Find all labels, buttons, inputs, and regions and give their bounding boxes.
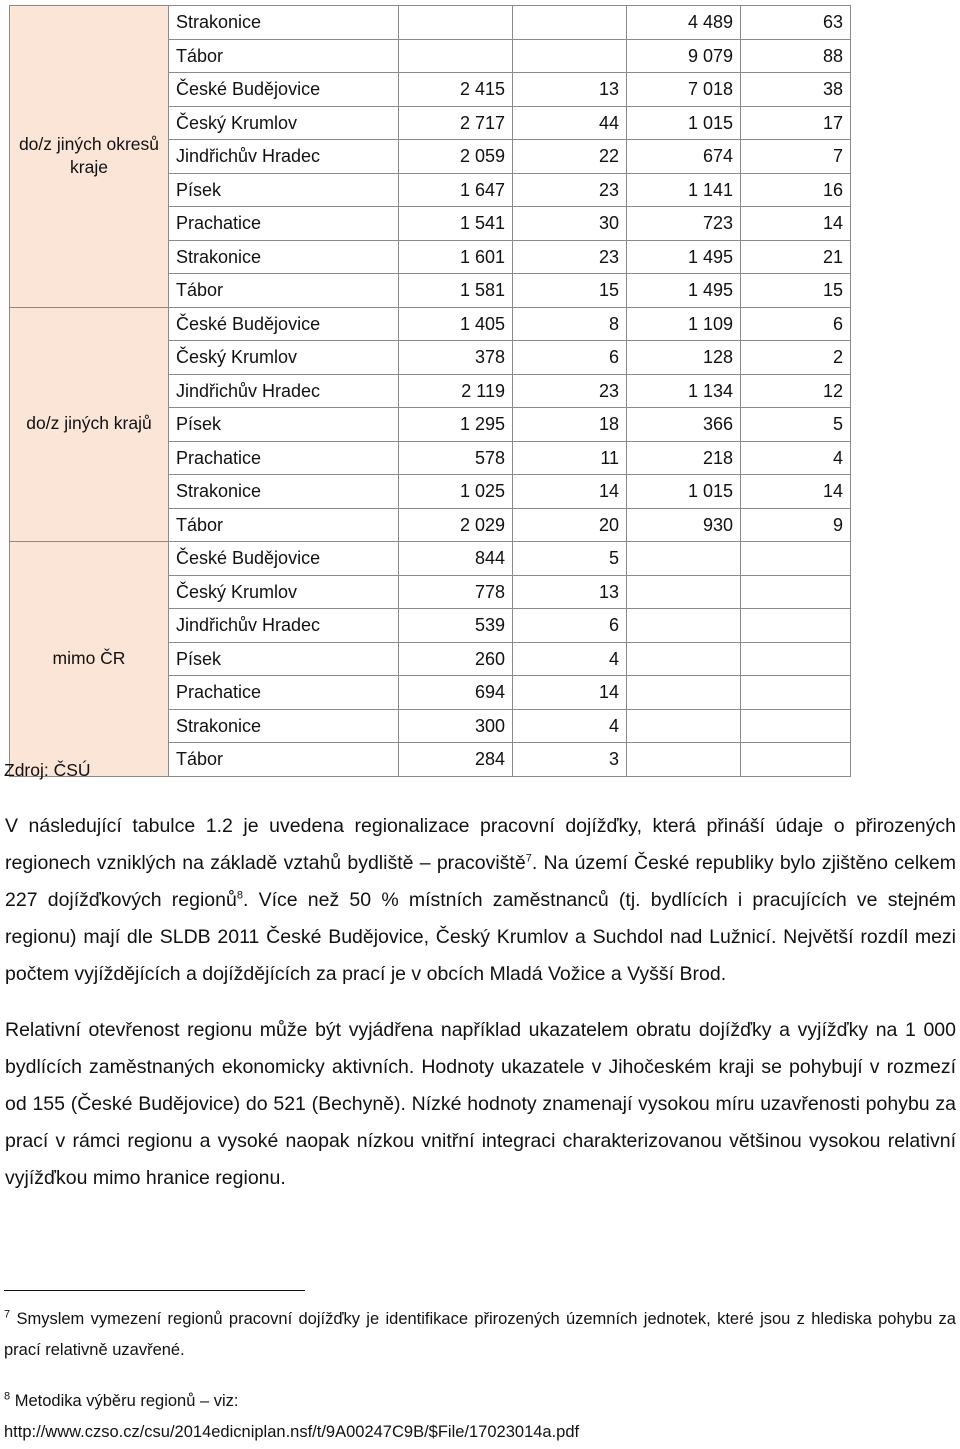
- district-cell: Tábor: [169, 508, 399, 542]
- value-cell-c4: 2: [741, 341, 851, 375]
- value-cell-c4: 14: [741, 475, 851, 509]
- row-group-label: do/z jiných krajů: [10, 307, 169, 542]
- value-cell-c1: 300: [399, 709, 513, 743]
- value-cell-c1: 1 295: [399, 408, 513, 442]
- value-cell-c1: 2 119: [399, 374, 513, 408]
- value-cell-c3: [627, 642, 741, 676]
- value-cell-c3: 366: [627, 408, 741, 442]
- value-cell-c2: 3: [513, 743, 627, 777]
- district-cell: Písek: [169, 642, 399, 676]
- value-cell-c3: 723: [627, 207, 741, 241]
- value-cell-c2: 8: [513, 307, 627, 341]
- value-cell-c4: [741, 542, 851, 576]
- footnote-8-text: Metodika výběru regionů – viz:: [10, 1392, 239, 1410]
- value-cell-c2: 44: [513, 106, 627, 140]
- value-cell-c1: 1 601: [399, 240, 513, 274]
- value-cell-c1: 844: [399, 542, 513, 576]
- value-cell-c2: 14: [513, 676, 627, 710]
- footnote-7: [4, 1304, 956, 1366]
- value-cell-c4: 7: [741, 140, 851, 174]
- value-cell-c1: 1 025: [399, 475, 513, 509]
- value-cell-c2: 6: [513, 609, 627, 643]
- district-cell: Jindřichův Hradec: [169, 374, 399, 408]
- district-cell: Strakonice: [169, 475, 399, 509]
- value-cell-c2: [513, 6, 627, 40]
- district-cell: Tábor: [169, 39, 399, 73]
- district-cell: Jindřichův Hradec: [169, 140, 399, 174]
- district-cell: Jindřichův Hradec: [169, 609, 399, 643]
- value-cell-c3: 4 489: [627, 6, 741, 40]
- value-cell-c1: 2 415: [399, 73, 513, 107]
- value-cell-c3: 674: [627, 140, 741, 174]
- value-cell-c1: 260: [399, 642, 513, 676]
- row-group-label: mimo ČR: [10, 542, 169, 777]
- district-cell: Strakonice: [169, 6, 399, 40]
- value-cell-c4: 9: [741, 508, 851, 542]
- value-cell-c4: 16: [741, 173, 851, 207]
- value-cell-c3: [627, 575, 741, 609]
- value-cell-c1: 694: [399, 676, 513, 710]
- district-cell: Prachatice: [169, 676, 399, 710]
- value-cell-c2: 11: [513, 441, 627, 475]
- value-cell-c3: [627, 743, 741, 777]
- value-cell-c1: 284: [399, 743, 513, 777]
- value-cell-c2: 23: [513, 240, 627, 274]
- value-cell-c1: 539: [399, 609, 513, 643]
- value-cell-c2: 23: [513, 374, 627, 408]
- value-cell-c4: 88: [741, 39, 851, 73]
- value-cell-c2: 18: [513, 408, 627, 442]
- district-cell: České Budějovice: [169, 73, 399, 107]
- value-cell-c4: 14: [741, 207, 851, 241]
- value-cell-c4: 63: [741, 6, 851, 40]
- value-cell-c3: 1 015: [627, 106, 741, 140]
- value-cell-c3: 1 141: [627, 173, 741, 207]
- footnote-7-number: 7: [4, 1308, 11, 1321]
- value-cell-c1: 1 647: [399, 173, 513, 207]
- value-cell-c2: 14: [513, 475, 627, 509]
- row-group-label: do/z jiných okresů kraje: [10, 6, 169, 308]
- value-cell-c2: 23: [513, 173, 627, 207]
- commuting-table: [9, 5, 851, 777]
- paragraph-regionalization: V následující tabulce 1.2 je uvedena regionalizace pracovní dojížďky, která přináší údaje o přirozených regionech vzniklých na základě vztahů bydliště – pracoviště$^7$. Na území České republiky bylo zjištěno celkem 227 dojížďkových regionů$^8$. Více než 50 % místních zaměstnanců (tj. bydlících i pracujících ve stejném regionu) mají dle SLDB 2011 České Budějovice, Český Krumlov a Suchdol nad Lužnicí. Největší rozdíl mezi počtem vyjíždějících a dojíždějících za prací je v obcích Mladá Vožice a Vyšší Brod.: [5, 815, 956, 985]
- value-cell-c3: 128: [627, 341, 741, 375]
- footnote-ref-8: 8: [236, 889, 243, 902]
- district-cell: Prachatice: [169, 207, 399, 241]
- district-cell: České Budějovice: [169, 307, 399, 341]
- value-cell-c3: 9 079: [627, 39, 741, 73]
- footnote-8-link[interactable]: http://www.czso.cz/csu/2014edicniplan.nsf/t/9A00247C9B/$File/17023014a.pdf: [4, 1423, 580, 1441]
- value-cell-c2: 5: [513, 542, 627, 576]
- value-cell-c1: 1 581: [399, 274, 513, 308]
- value-cell-c4: [741, 743, 851, 777]
- value-cell-c2: 20: [513, 508, 627, 542]
- footnote-8-number: 8: [4, 1390, 11, 1403]
- value-cell-c1: [399, 6, 513, 40]
- table-row: [10, 542, 851, 576]
- value-cell-c3: 1 495: [627, 240, 741, 274]
- district-cell: České Budějovice: [169, 542, 399, 576]
- value-cell-c4: [741, 575, 851, 609]
- value-cell-c4: 17: [741, 106, 851, 140]
- value-cell-c3: [627, 676, 741, 710]
- source-note: Zdroj: ČSÚ: [4, 760, 91, 780]
- value-cell-c2: 4: [513, 642, 627, 676]
- value-cell-c1: 2 059: [399, 140, 513, 174]
- value-cell-c2: 4: [513, 709, 627, 743]
- value-cell-c4: 4: [741, 441, 851, 475]
- value-cell-c3: 7 018: [627, 73, 741, 107]
- value-cell-c1: 2 717: [399, 106, 513, 140]
- value-cell-c3: [627, 609, 741, 643]
- value-cell-c1: 378: [399, 341, 513, 375]
- district-cell: Tábor: [169, 274, 399, 308]
- value-cell-c1: 1 541: [399, 207, 513, 241]
- value-cell-c3: 1 134: [627, 374, 741, 408]
- district-cell: Strakonice: [169, 709, 399, 743]
- value-cell-c4: 15: [741, 274, 851, 308]
- value-cell-c3: 1 015: [627, 475, 741, 509]
- value-cell-c3: 930: [627, 508, 741, 542]
- value-cell-c1: [399, 39, 513, 73]
- table-row: [10, 6, 851, 40]
- district-cell: Prachatice: [169, 441, 399, 475]
- value-cell-c2: 22: [513, 140, 627, 174]
- district-cell: Písek: [169, 173, 399, 207]
- paragraph-openness: Relativní otevřenost regionu může být vyjádřena například ukazatelem obratu dojížďky a vyjížďky na 1 000 bydlících zaměstnaných ekonomicky aktivních. Hodnoty ukazatele v Jihočeském kraji se pohybují v rozmezí od 155 (České Budějovice) do 521 (Bechyně). Nízké hodnoty znamenají vysokou míru uzavřenosti pohybu za prací v rámci regionu a vysoké naopak nízkou vnitřní integraci charakterizovanou většinou vysokou relativní vyjížďkou mimo hranice regionu.: [5, 1019, 956, 1189]
- district-cell: Český Krumlov: [169, 106, 399, 140]
- value-cell-c4: 12: [741, 374, 851, 408]
- value-cell-c4: 5: [741, 408, 851, 442]
- district-cell: Strakonice: [169, 240, 399, 274]
- value-cell-c4: [741, 709, 851, 743]
- value-cell-c4: [741, 609, 851, 643]
- value-cell-c4: 21: [741, 240, 851, 274]
- district-cell: Český Krumlov: [169, 575, 399, 609]
- value-cell-c2: 15: [513, 274, 627, 308]
- footnote-8: [4, 1386, 956, 1448]
- footnote-7-text: Smyslem vymezení regionů pracovní dojížďky je identifikace přirozených územních jednotek, které jsou z hlediska pohybu za prací relativně uzavřené.: [4, 1310, 956, 1359]
- value-cell-c1: 2 029: [399, 508, 513, 542]
- footnote-ref-7: 7: [525, 852, 532, 865]
- value-cell-c1: 1 405: [399, 307, 513, 341]
- value-cell-c2: 6: [513, 341, 627, 375]
- value-cell-c1: 778: [399, 575, 513, 609]
- district-cell: Písek: [169, 408, 399, 442]
- value-cell-c3: [627, 542, 741, 576]
- value-cell-c2: [513, 39, 627, 73]
- value-cell-c4: 6: [741, 307, 851, 341]
- value-cell-c2: 30: [513, 207, 627, 241]
- value-cell-c3: 1 109: [627, 307, 741, 341]
- value-cell-c3: 218: [627, 441, 741, 475]
- value-cell-c3: 1 495: [627, 274, 741, 308]
- value-cell-c2: 13: [513, 575, 627, 609]
- value-cell-c3: [627, 709, 741, 743]
- table-row: [10, 307, 851, 341]
- district-cell: Tábor: [169, 743, 399, 777]
- district-cell: Český Krumlov: [169, 341, 399, 375]
- value-cell-c1: 578: [399, 441, 513, 475]
- value-cell-c2: 13: [513, 73, 627, 107]
- footnote-separator: [4, 1290, 305, 1291]
- value-cell-c4: 38: [741, 73, 851, 107]
- value-cell-c4: [741, 676, 851, 710]
- value-cell-c4: [741, 642, 851, 676]
